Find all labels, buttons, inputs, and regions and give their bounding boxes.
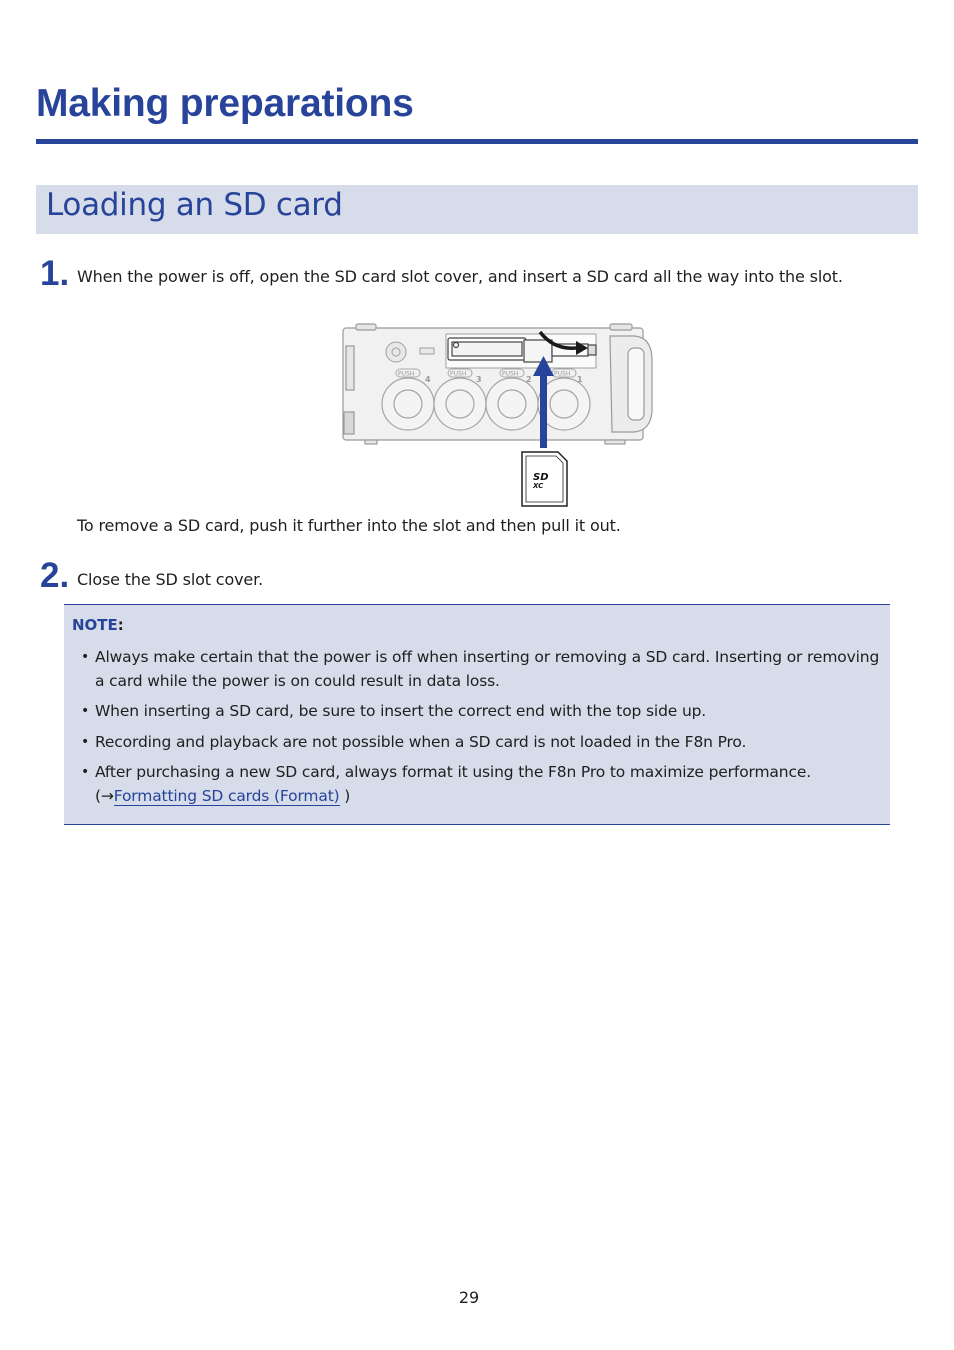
push-label-1: PUSH bbox=[554, 370, 571, 378]
channel-number-1: 1 bbox=[577, 375, 583, 384]
push-label-4: PUSH bbox=[398, 370, 415, 378]
push-label-3: PUSH bbox=[450, 370, 467, 378]
bullet-icon: • bbox=[81, 764, 90, 780]
formatting-sd-cards-link[interactable]: Formatting SD cards (Format) bbox=[113, 787, 340, 805]
note-item-2 bbox=[81, 699, 880, 723]
sd-logo-bottom: XC bbox=[533, 482, 544, 490]
note-label bbox=[72, 616, 124, 634]
note-item-text: Always make certain that the power is off when inserting or removing a SD card. Inserting or removing a card while the power is on could result in data loss. bbox=[95, 648, 880, 690]
note-item-1 bbox=[81, 645, 880, 693]
note-colon: : bbox=[117, 616, 124, 634]
step-2-number: 2. bbox=[40, 556, 70, 595]
sd-card-insertion-illustration bbox=[340, 320, 660, 510]
note-box bbox=[64, 604, 890, 825]
note-label-text: NOTE bbox=[72, 616, 118, 634]
note-item-text: Recording and playback are not possible when a SD card is not loaded in the F8n Pro. bbox=[95, 733, 747, 751]
bullet-icon: • bbox=[81, 649, 90, 665]
step-1-text: When the power is off, open the SD card slot cover, and insert a SD card all the way into the slot. bbox=[77, 267, 843, 286]
page-title: Making preparations bbox=[36, 82, 414, 125]
step-2-text: Close the SD slot cover. bbox=[77, 570, 264, 589]
link-prefix: (→ bbox=[95, 787, 114, 805]
sd-logo-top: SD bbox=[533, 472, 549, 483]
channel-number-4: 4 bbox=[425, 375, 431, 384]
note-item-text: After purchasing a new SD card, always format it using the F8n Pro to maximize performance. bbox=[95, 763, 811, 781]
section-header bbox=[36, 185, 918, 234]
recorder-diagram bbox=[340, 320, 660, 510]
push-label-2: PUSH bbox=[502, 370, 519, 378]
step-1-number: 1. bbox=[40, 254, 70, 293]
channel-number-3: 3 bbox=[476, 375, 482, 384]
section-title: Loading an SD card bbox=[46, 187, 343, 223]
step-1-remove-text: To remove a SD card, push it further into the slot and then pull it out. bbox=[77, 516, 621, 535]
note-item-4 bbox=[81, 760, 880, 808]
channel-number-2: 2 bbox=[526, 375, 532, 384]
page-number: 29 bbox=[458, 1288, 480, 1307]
note-item-3 bbox=[81, 730, 880, 754]
bullet-icon: • bbox=[81, 703, 90, 719]
bullet-icon: • bbox=[81, 734, 90, 750]
link-suffix: ) bbox=[339, 787, 351, 805]
sd-card-icon bbox=[522, 452, 567, 506]
title-divider bbox=[36, 139, 918, 144]
note-item-text: When inserting a SD card, be sure to insert the correct end with the top side up. bbox=[95, 702, 707, 720]
